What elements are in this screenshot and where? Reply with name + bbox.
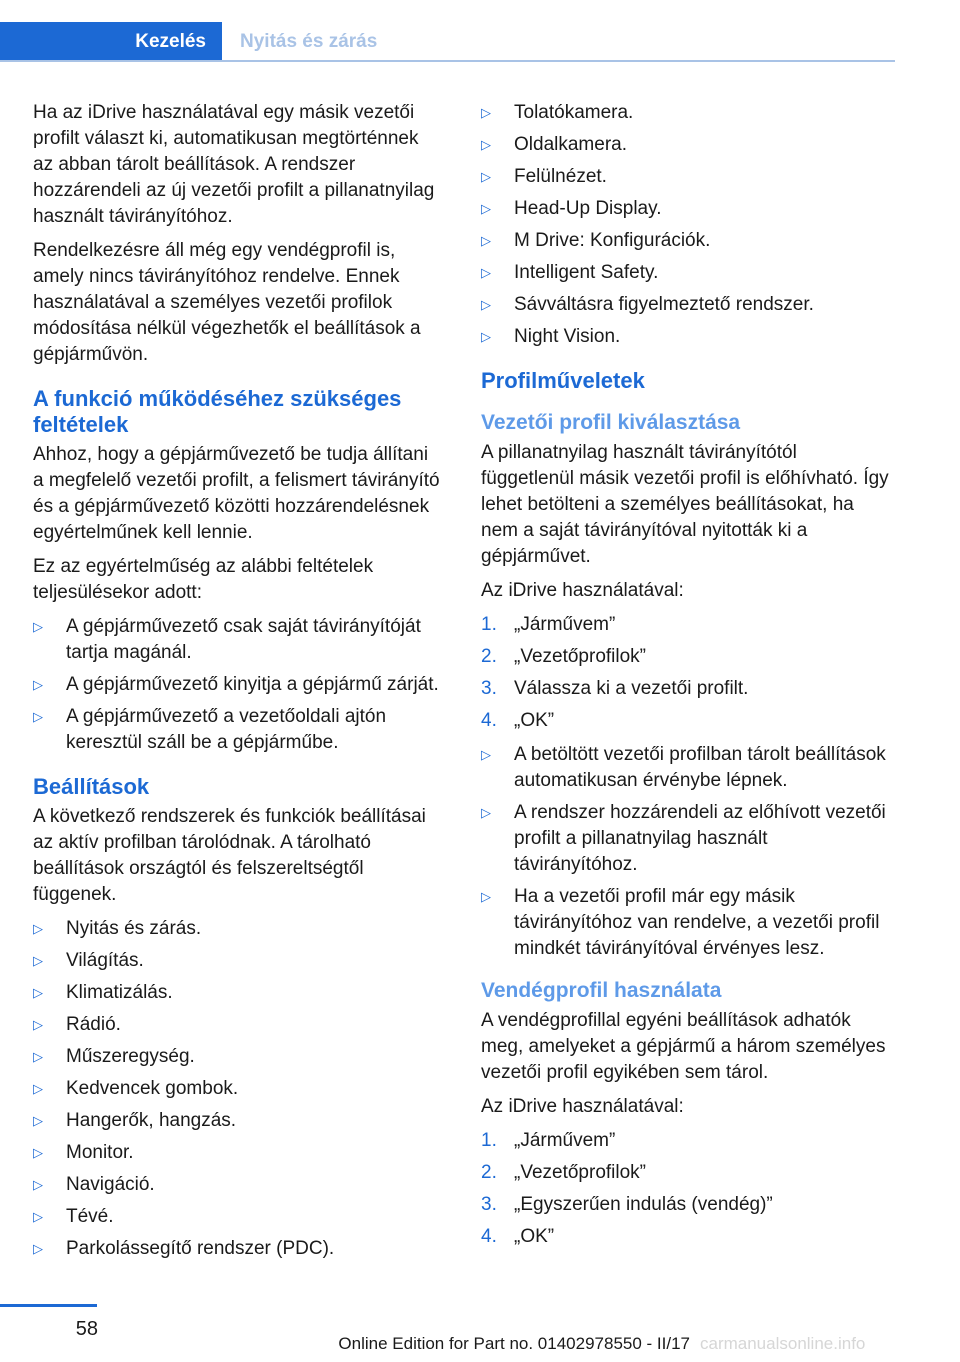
- triangle-right-icon: ▷: [481, 137, 491, 152]
- triangle-right-icon: ▷: [481, 297, 491, 312]
- paragraph: A pillanatnyilag használt távirányítótól függetlenül másik vezetői profil is előhívható. Így lehet betölteni a személyes beállításokat, ha nem a saját távirányítóval nyitották ki a gépjárművet.: [481, 442, 889, 567]
- list-item: ▷ Tolatókamera.: [481, 100, 895, 126]
- triangle-right-icon: ▷: [33, 985, 43, 1000]
- step-item: 4. „OK”: [481, 708, 895, 734]
- header-divider: [0, 60, 895, 62]
- paragraph: Ahhoz, hogy a gépjárművezető be tudja állítani a megfelelő vezetői profilt, a felismert távirányító és a gépjárművezető közötti hozzárendelésnek egyértelműnek kell lennie.: [33, 444, 440, 543]
- footer-divider: [0, 1304, 97, 1307]
- paragraph: Ez az egyértelműség az alábbi feltételek teljesülésekor adott:: [33, 556, 374, 603]
- step-number: 4.: [481, 710, 497, 731]
- page-header: [0, 0, 960, 62]
- step-item: 1. „Járművem”: [481, 1128, 895, 1154]
- list-item: ▷ Világítás.: [33, 948, 443, 974]
- list-item: ▷ Parkolássegítő rendszer (PDC).: [33, 1236, 443, 1262]
- triangle-right-icon: ▷: [33, 709, 43, 724]
- step-item: 3. „Egyszerűen indulás (vendég)”: [481, 1192, 895, 1218]
- list-item: ▷ A betöltött vezetői profilban tárolt beállítások automatikusan érvénybe lépnek.: [481, 744, 886, 791]
- list-item: ▷ Monitor.: [33, 1140, 443, 1166]
- step-item: 4. „OK”: [481, 1224, 895, 1250]
- paragraph: Az iDrive használatával:: [481, 1096, 684, 1117]
- step-item: 2. „Vezetőprofilok”: [481, 1160, 895, 1186]
- triangle-right-icon: ▷: [33, 1209, 43, 1224]
- list-item: ▷ Navigáció.: [33, 1172, 443, 1198]
- triangle-right-icon: ▷: [481, 329, 491, 344]
- triangle-right-icon: ▷: [33, 1145, 43, 1160]
- step-number: 2.: [481, 1162, 497, 1183]
- settings-list: [33, 916, 443, 1262]
- triangle-right-icon: ▷: [481, 105, 491, 120]
- triangle-right-icon: ▷: [33, 1017, 43, 1032]
- list-item: ▷ Night Vision.: [481, 324, 895, 350]
- list-item: ▷ Nyitás és zárás.: [33, 916, 443, 942]
- list-item: ▷ A gépjárművezető a vezetőoldali ajtón keresztül száll be a gépjárműbe.: [33, 706, 387, 753]
- list-item: ▷ Felülnézet.: [481, 164, 895, 190]
- list-item: ▷ Tévé.: [33, 1204, 443, 1230]
- triangle-right-icon: ▷: [33, 953, 43, 968]
- section-tab: Kezelés: [0, 22, 222, 62]
- list-item: ▷ Intelligent Safety.: [481, 260, 895, 286]
- section-heading: A funkció működéséhez szükséges feltételek: [33, 386, 402, 437]
- step-number: 1.: [481, 614, 497, 635]
- triangle-right-icon: ▷: [481, 747, 491, 762]
- list-item: ▷ Hangerők, hangzás.: [33, 1108, 443, 1134]
- triangle-right-icon: ▷: [33, 1177, 43, 1192]
- paragraph: Az iDrive használatával:: [481, 580, 684, 601]
- paragraph: Rendelkezésre áll még egy vendégprofil is, amely nincs távirányítóhoz rendelve. Ennek használatával a személyes vezetői profilok módosítása nélkül végezhetők el beállítások a gépjárművön.: [33, 240, 421, 365]
- step-number: 1.: [481, 1130, 497, 1151]
- triangle-right-icon: ▷: [33, 1113, 43, 1128]
- step-item: 1. „Járművem”: [481, 612, 895, 638]
- list-item: ▷ Sávváltásra figyelmeztető rendszer.: [481, 292, 895, 318]
- triangle-right-icon: ▷: [33, 619, 43, 634]
- paragraph: Ha az iDrive használatával egy másik vezetői profilt választ ki, automatikusan megtörténnek az abban tárolt beállítások. A rendszer hozzárendeli az új vezetői profilt a pillanatnyilag használt távirányítóhoz.: [33, 102, 435, 227]
- subsection-heading: Vezetői profil kiválasztása: [481, 411, 741, 434]
- notes-list: [481, 742, 895, 962]
- triangle-right-icon: ▷: [481, 265, 491, 280]
- chapter-tab: Nyitás és zárás: [240, 31, 378, 52]
- page-number: 58: [75, 1318, 98, 1340]
- step-number: 2.: [481, 646, 497, 667]
- step-number: 3.: [481, 1194, 497, 1215]
- steps-list: [481, 1128, 895, 1250]
- list-item: ▷ M Drive: Konfigurációk.: [481, 228, 895, 254]
- list-item: ▷ A rendszer hozzárendeli az előhívott vezetői profilt a pillanatnyilag használt távirányítóhoz.: [481, 802, 886, 875]
- triangle-right-icon: ▷: [481, 169, 491, 184]
- list-item: ▷ Head-Up Display.: [481, 196, 895, 222]
- list-item: ▷ Oldalkamera.: [481, 132, 895, 158]
- list-item: ▷ Kedvencek gombok.: [33, 1076, 443, 1102]
- triangle-right-icon: ▷: [481, 233, 491, 248]
- list-item: ▷ Ha a vezetői profil már egy másik távirányítóhoz van rendelve, a vezetői profil mindkét távirányítóval érvényes lesz.: [481, 886, 880, 959]
- paragraph: A vendégprofillal egyéni beállítások adhatók meg, amelyeket a gépjármű a három személyes vezetői profil egyikében sem tárol.: [481, 1010, 886, 1083]
- triangle-right-icon: ▷: [33, 1049, 43, 1064]
- list-item: ▷ Klimatizálás.: [33, 980, 443, 1006]
- left-column: [33, 100, 443, 1270]
- settings-list-continued: [481, 100, 895, 350]
- step-item: 2. „Vezetőprofilok”: [481, 644, 895, 670]
- triangle-right-icon: ▷: [481, 805, 491, 820]
- right-column: [481, 100, 895, 1258]
- watermark: carmanualsonline.info: [700, 1334, 866, 1353]
- subsection-heading: Vendégprofil használata: [481, 979, 722, 1002]
- triangle-right-icon: ▷: [33, 1241, 43, 1256]
- section-heading: Profilműveletek: [481, 368, 645, 393]
- triangle-right-icon: ▷: [481, 201, 491, 216]
- step-number: 4.: [481, 1226, 497, 1247]
- step-number: 3.: [481, 678, 497, 699]
- list-item: ▷ A gépjárművezető kinyitja a gépjármű zárját.: [33, 672, 443, 698]
- edition-note: Online Edition for Part no. 01402978550 - II/17: [338, 1334, 690, 1353]
- triangle-right-icon: ▷: [33, 1081, 43, 1096]
- conditions-list: [33, 614, 443, 756]
- section-heading: Beállítások: [33, 774, 150, 799]
- triangle-right-icon: ▷: [481, 889, 491, 904]
- list-item: ▷ Műszeregység.: [33, 1044, 443, 1070]
- triangle-right-icon: ▷: [33, 921, 43, 936]
- triangle-right-icon: ▷: [33, 677, 43, 692]
- steps-list: [481, 612, 895, 734]
- list-item: ▷ A gépjárművezető csak saját távirányítóját tartja magánál.: [33, 616, 421, 663]
- step-item: 3. Válassza ki a vezetői profilt.: [481, 676, 895, 702]
- list-item: ▷ Rádió.: [33, 1012, 443, 1038]
- paragraph: A következő rendszerek és funkciók beállításai az aktív profilban tárolódnak. A tárolható beállítások országtól és felszereltségtől függenek.: [33, 806, 426, 905]
